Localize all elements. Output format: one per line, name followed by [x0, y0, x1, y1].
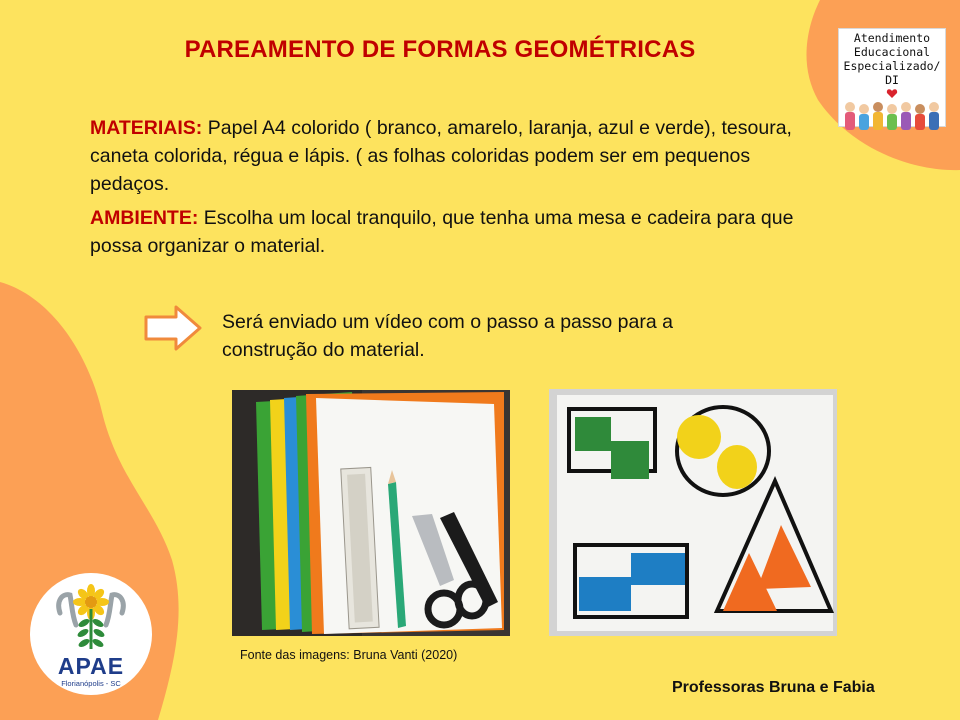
apae-logo	[30, 573, 152, 695]
ambiente-label: AMBIENTE:	[90, 207, 199, 229]
video-note: Será enviado um vídeo com o passo a passo para a construção do material.	[222, 311, 673, 361]
aee-logo	[838, 28, 946, 127]
ambiente-text: Escolha um local tranquilo, que tenha uma mesa e cadeira para que possa organizar o material.	[90, 207, 794, 257]
flower-icon	[30, 573, 152, 653]
right-arrow-icon	[144, 304, 204, 352]
image-source-caption: Fonte das imagens: Bruna Vanti (2020)	[240, 648, 458, 662]
aee-logo-line-3: Especializado/ DI	[843, 59, 941, 87]
child-figures	[845, 102, 939, 130]
ambiente-paragraph	[90, 204, 810, 260]
materials-text: Papel A4 colorido ( branco, amarelo, laranja, azul e verde), tesoura, caneta colorida, régua e lápis. ( as folhas coloridas podem ser em pequenos pedaços.	[90, 117, 792, 195]
aee-logo-line-2: Educacional	[853, 45, 931, 59]
shapes-board-photo	[549, 389, 837, 636]
materials-paragraph	[90, 114, 810, 198]
apae-name: APAE	[57, 653, 125, 679]
slide-title: PAREAMENTO DE FORMAS GEOMÉTRICAS	[184, 36, 696, 63]
children-illustration	[840, 87, 944, 139]
materials-label: MATERIAIS:	[90, 117, 203, 139]
aee-logo-line-1: Atendimento	[853, 31, 931, 45]
teachers-credit: Professoras Bruna e Fabia	[672, 679, 875, 696]
apae-city: Florianópolis - SC	[61, 679, 121, 688]
materials-photo	[232, 390, 510, 636]
